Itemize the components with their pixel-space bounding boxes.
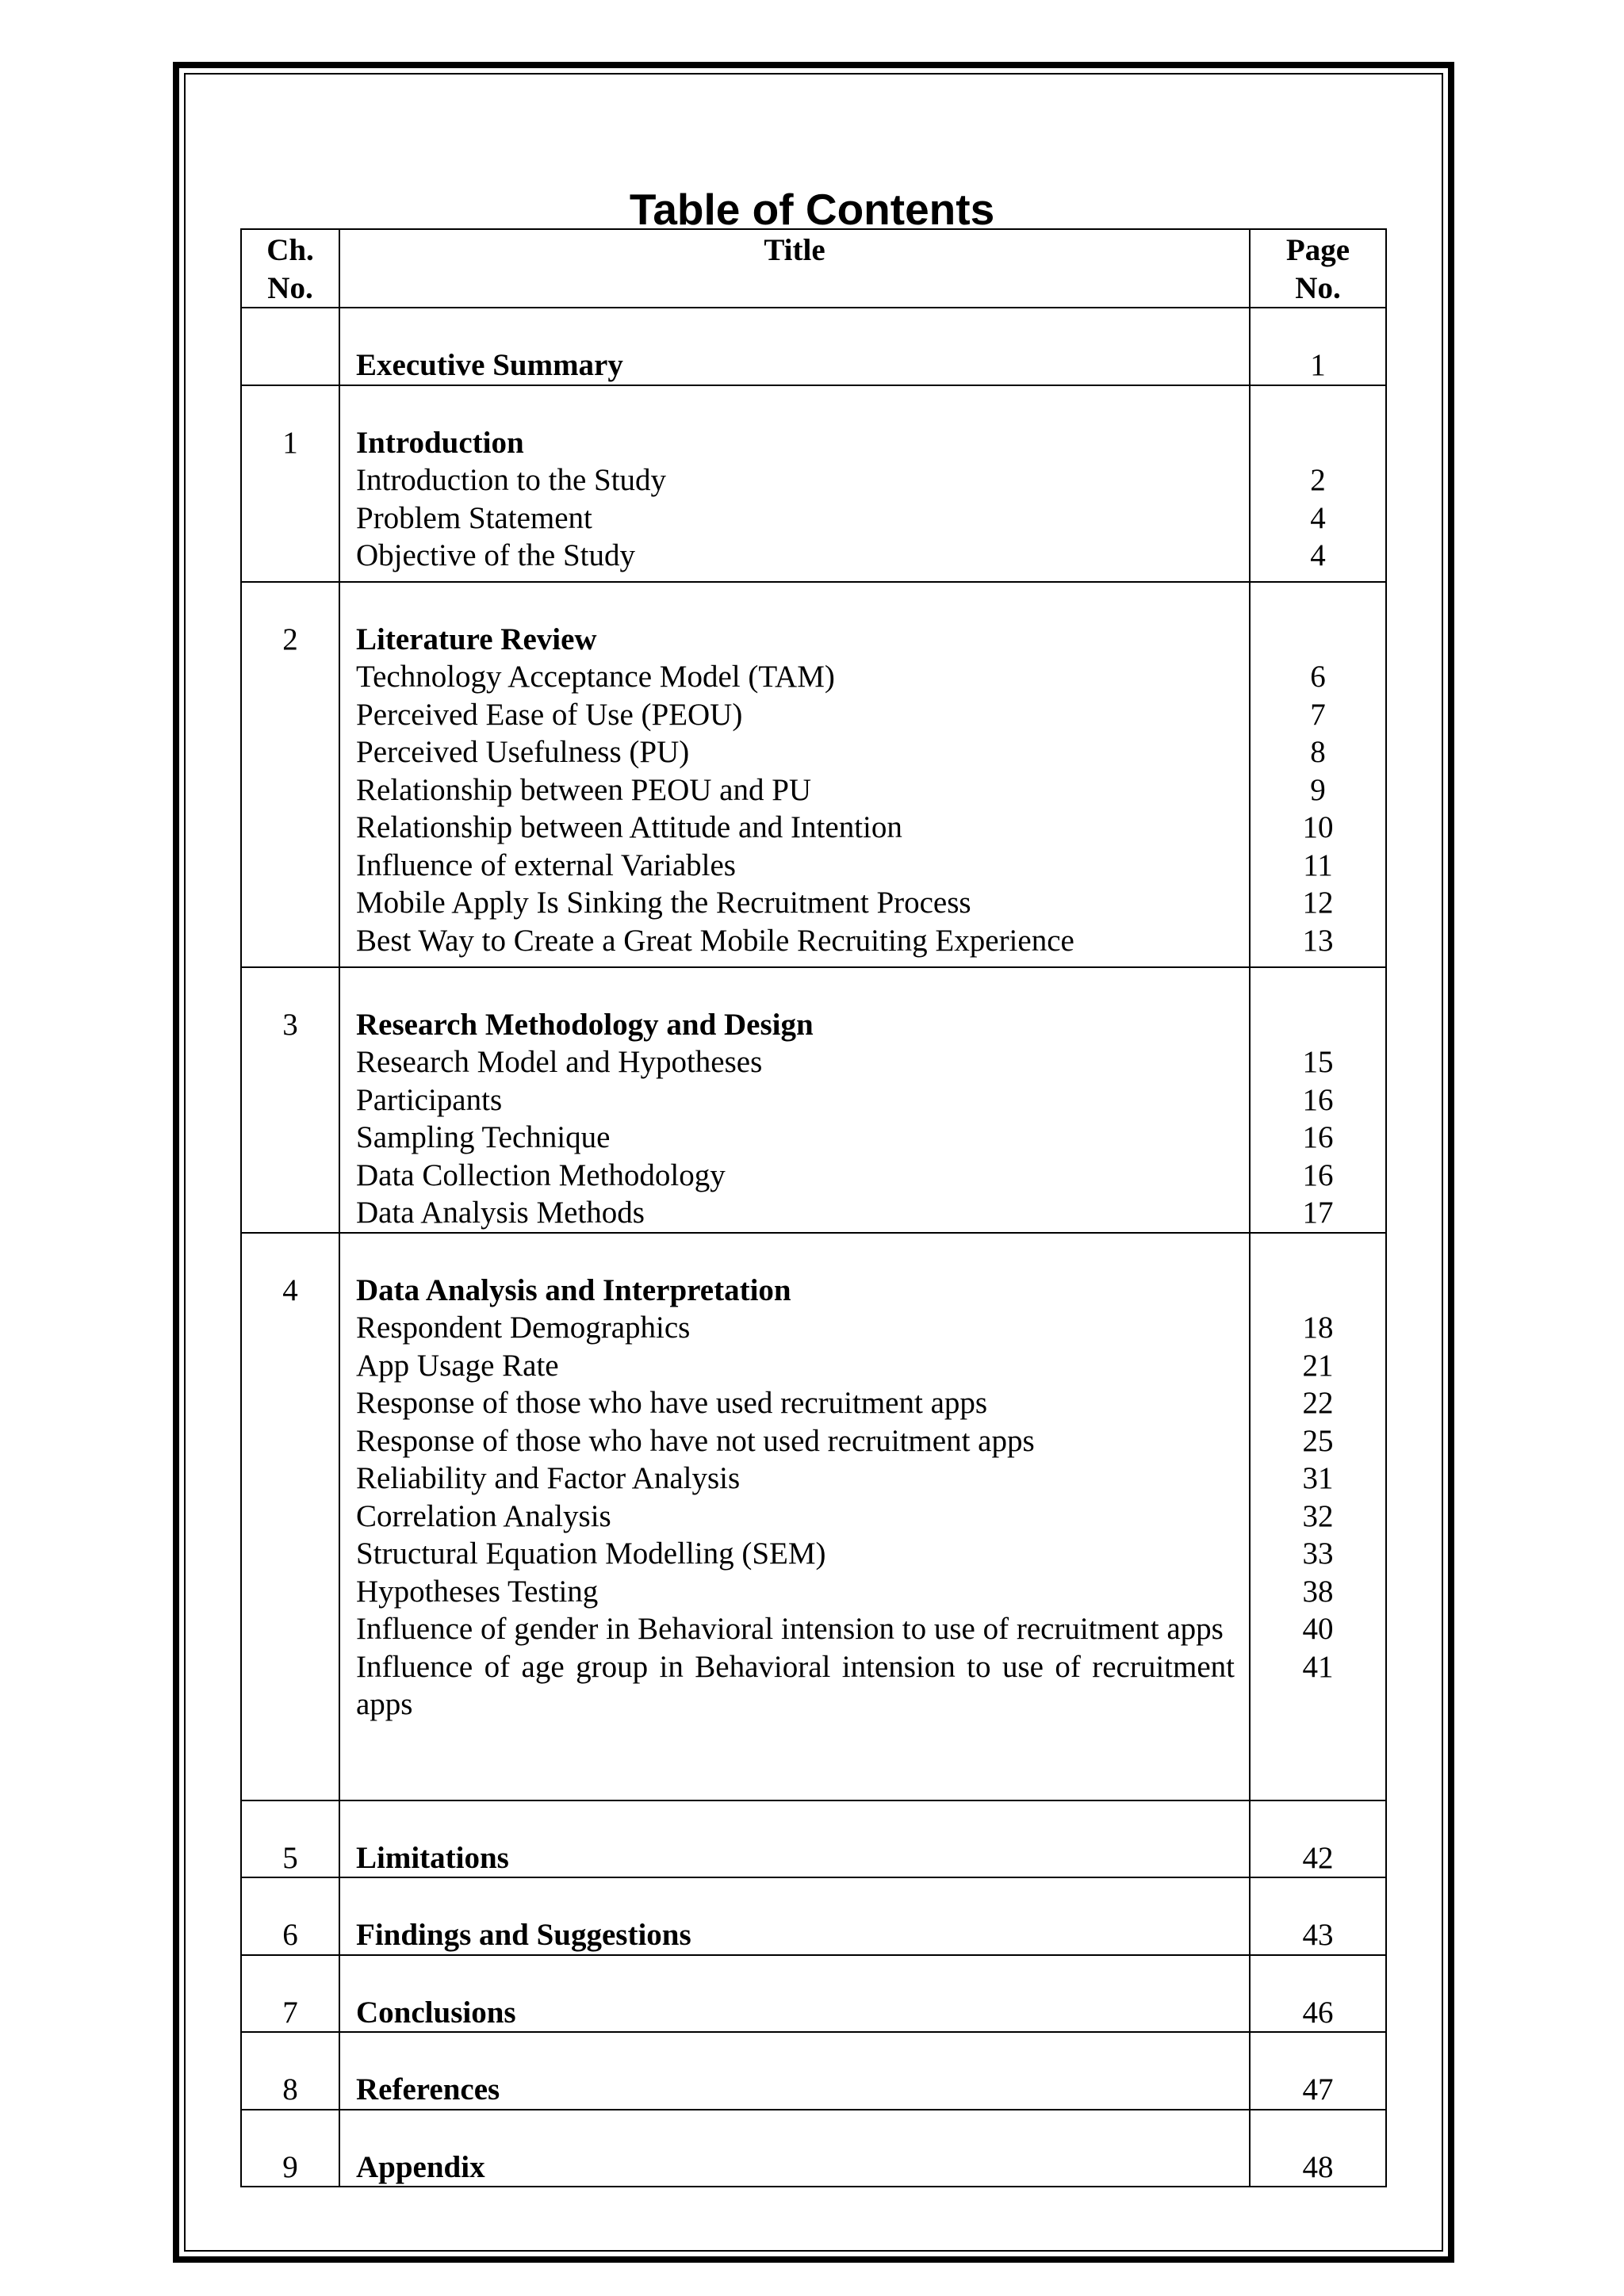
chapter-number: 5 — [241, 1800, 339, 1878]
section-title: Influence of gender in Behavioral intension to use of recruitment apps — [356, 1612, 1224, 1646]
section-page: 41 — [1302, 1649, 1334, 1684]
chapter-pages — [1250, 308, 1386, 385]
toc-row — [241, 308, 1386, 385]
section-title: Best Way to Create a Great Mobile Recruiting Experience — [356, 923, 1074, 958]
section-title: Perceived Usefulness (PU) — [356, 735, 690, 769]
section-page: 4 — [1310, 538, 1326, 572]
chapter-heading-page: 48 — [1302, 2149, 1334, 2184]
chapter-number: 4 — [241, 1233, 339, 1800]
section-title: Response of those who have not used recruitment apps — [356, 1423, 1035, 1458]
toc-row — [241, 1877, 1386, 1955]
chapter-heading-page: 47 — [1302, 2072, 1334, 2107]
section-page: 38 — [1302, 1574, 1334, 1609]
chapter-number: 6 — [241, 1877, 339, 1955]
section-page: 22 — [1302, 1386, 1334, 1420]
toc-row — [241, 582, 1386, 967]
chapter-pages — [1250, 385, 1386, 582]
chapter-titles — [339, 1800, 1250, 1878]
section-title: Objective of the Study — [356, 538, 636, 572]
chapter-pages — [1250, 1233, 1386, 1800]
chapter-heading: Conclusions — [356, 1995, 516, 2030]
toc-row — [241, 967, 1386, 1233]
section-page: 25 — [1302, 1423, 1334, 1458]
chapter-heading: Literature Review — [356, 622, 597, 656]
section-title: App Usage Rate — [356, 1348, 559, 1383]
chapter-heading: Executive Summary — [356, 348, 623, 382]
chapter-number: 7 — [241, 1955, 339, 2033]
section-title: Perceived Ease of Use (PEOU) — [356, 697, 743, 732]
toc-row — [241, 2032, 1386, 2110]
section-page: 4 — [1310, 500, 1326, 535]
section-title: Data Analysis Methods — [356, 1196, 645, 1230]
section-page: 33 — [1302, 1536, 1334, 1571]
header-page-no — [1250, 229, 1386, 308]
header-chapter-line1: Ch. — [266, 233, 314, 267]
section-title: Mobile Apply Is Sinking the Recruitment Process — [356, 886, 971, 920]
section-title: Technology Acceptance Model (TAM) — [356, 660, 835, 694]
chapter-titles — [339, 2110, 1250, 2187]
section-page: 11 — [1303, 848, 1333, 882]
chapter-number: 9 — [241, 2110, 339, 2187]
section-title: Influence of age group in Behavioral intension to use of recruitment apps — [356, 1649, 1235, 1721]
toc-table — [240, 228, 1387, 2187]
chapter-heading: Findings and Suggestions — [356, 1918, 691, 1952]
chapter-heading: Limitations — [356, 1840, 509, 1875]
toc-row — [241, 2110, 1386, 2187]
chapter-titles — [339, 1877, 1250, 1955]
section-page: 16 — [1302, 1082, 1334, 1117]
section-page: 40 — [1302, 1612, 1334, 1646]
section-title: Influence of external Variables — [356, 848, 736, 882]
chapter-pages — [1250, 2032, 1386, 2110]
section-page: 16 — [1302, 1158, 1334, 1192]
section-page: 2 — [1310, 463, 1326, 497]
header-chapter-no — [241, 229, 339, 308]
chapter-number: 1 — [241, 385, 339, 582]
section-title: Correlation Analysis — [356, 1498, 611, 1533]
chapter-pages — [1250, 582, 1386, 967]
section-page: 16 — [1302, 1120, 1334, 1154]
section-page: 21 — [1302, 1348, 1334, 1383]
chapter-number: 2 — [241, 582, 339, 967]
chapter-heading-page — [1251, 424, 1385, 462]
page-title: Table of Contents — [629, 184, 995, 234]
section-title: Participants — [356, 1082, 503, 1117]
section-title: Problem Statement — [356, 500, 592, 535]
toc-row — [241, 1955, 1386, 2033]
chapter-number: 3 — [241, 967, 339, 1233]
chapter-heading: Research Methodology and Design — [356, 1007, 814, 1042]
section-title: Hypotheses Testing — [356, 1574, 599, 1609]
section-title: Sampling Technique — [356, 1120, 611, 1154]
chapter-titles — [339, 582, 1250, 967]
chapter-titles — [339, 2032, 1250, 2110]
section-page: 9 — [1310, 772, 1326, 807]
chapter-heading: Appendix — [356, 2149, 485, 2184]
section-title: Reliability and Factor Analysis — [356, 1461, 741, 1495]
chapter-pages — [1250, 1955, 1386, 2033]
chapter-titles — [339, 1233, 1250, 1800]
section-title: Data Collection Methodology — [356, 1158, 726, 1192]
section-page: 7 — [1310, 697, 1326, 732]
section-page: 17 — [1302, 1196, 1334, 1230]
section-page: 31 — [1302, 1461, 1334, 1495]
toc-header-row — [241, 229, 1386, 308]
chapter-heading: Data Analysis and Interpretation — [356, 1272, 791, 1307]
section-page: 32 — [1302, 1498, 1334, 1533]
chapter-number — [241, 308, 339, 385]
section-page: 15 — [1302, 1045, 1334, 1079]
header-page-line1: Page — [1285, 233, 1350, 267]
chapter-pages — [1250, 967, 1386, 1233]
section-page: 8 — [1310, 735, 1326, 769]
section-title: Relationship between Attitude and Intention — [356, 810, 902, 844]
header-title: Title — [339, 229, 1250, 308]
chapter-titles — [339, 1955, 1250, 2033]
chapter-number: 8 — [241, 2032, 339, 2110]
chapter-heading-page — [1251, 621, 1385, 659]
chapter-heading-page — [1251, 1006, 1385, 1044]
chapter-pages — [1250, 2110, 1386, 2187]
chapter-pages — [1250, 1877, 1386, 1955]
chapter-heading-page: 42 — [1302, 1840, 1334, 1875]
section-title: Respondent Demographics — [356, 1311, 691, 1345]
chapter-pages — [1250, 1800, 1386, 1878]
toc-row — [241, 385, 1386, 582]
section-page: 10 — [1302, 810, 1334, 844]
section-title: Introduction to the Study — [356, 463, 667, 497]
chapter-heading: Introduction — [356, 425, 524, 460]
section-title: Response of those who have used recruitment apps — [356, 1386, 988, 1420]
toc-body — [241, 308, 1386, 2187]
chapter-heading-page — [1251, 1272, 1385, 1310]
chapter-heading-page: 46 — [1302, 1995, 1334, 2030]
toc-row — [241, 1233, 1386, 1800]
section-title: Research Model and Hypotheses — [356, 1045, 763, 1079]
section-page: 6 — [1310, 660, 1326, 694]
section-title: Structural Equation Modelling (SEM) — [356, 1536, 826, 1571]
chapter-titles — [339, 967, 1250, 1233]
chapter-titles — [339, 385, 1250, 582]
toc-row — [241, 1800, 1386, 1878]
chapter-heading: References — [356, 2072, 500, 2107]
section-page: 18 — [1302, 1311, 1334, 1345]
chapter-titles — [339, 308, 1250, 385]
header-page-line2: No. — [1295, 270, 1341, 305]
chapter-heading-page: 43 — [1302, 1918, 1334, 1952]
header-chapter-line2: No. — [267, 270, 313, 305]
section-title: Relationship between PEOU and PU — [356, 772, 812, 807]
section-page: 13 — [1302, 923, 1334, 958]
chapter-heading-page: 1 — [1310, 348, 1326, 382]
section-page: 12 — [1302, 886, 1334, 920]
